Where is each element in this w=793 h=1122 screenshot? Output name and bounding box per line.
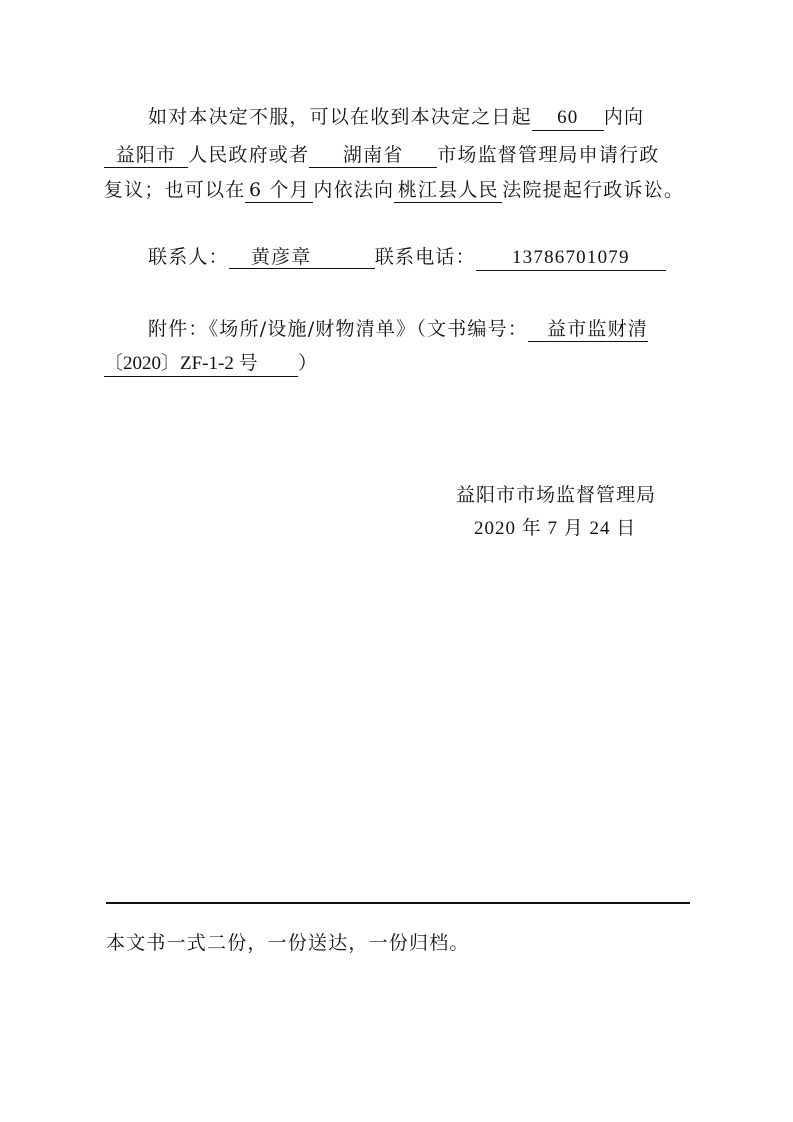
- footer-note: 本文书一式二份，一份送达，一份归档。: [106, 932, 470, 954]
- contact-person-label: 联系人：: [148, 246, 229, 268]
- signature-org: 益阳市市场监督管理局: [456, 484, 657, 506]
- appeal-gov-city-field: 益阳市: [104, 143, 188, 168]
- attachment-doc-no-field-2: 〔2020〕ZF-1-2 号: [104, 352, 298, 377]
- appeal-text: 如对本决定不服，可以在收到本决定之日起: [148, 106, 532, 128]
- appeal-text: 复议；也可以在: [104, 179, 246, 201]
- appeal-text: 市场监督管理局申请行政: [437, 144, 660, 166]
- appeal-line-1: [148, 104, 644, 130]
- attachment-text: 附件：《场所/设施/财物清单》（文书编号：: [148, 318, 529, 340]
- appeal-line-3: [104, 177, 684, 203]
- appeal-text: 人民政府或者: [188, 144, 310, 166]
- attachment-text: ）: [298, 352, 318, 374]
- appeal-line-2: [104, 142, 659, 168]
- appeal-days-field: 60: [532, 106, 604, 131]
- appeal-text: 内依法向: [313, 179, 395, 201]
- signature-date: 2020 年 7 月 24 日: [474, 518, 637, 539]
- appeal-text: 法院提起行政诉讼。: [502, 179, 685, 201]
- appeal-court-field: 桃江县人民: [394, 178, 502, 203]
- contact-person-field: 黄彦章: [229, 245, 375, 269]
- attachment-line-2: [104, 350, 317, 376]
- contact-phone-field: 13786701079: [476, 246, 666, 271]
- appeal-months-field: 6 个月: [245, 178, 313, 203]
- attachment-line-1: [148, 316, 648, 342]
- footer-divider: [106, 902, 690, 904]
- appeal-province-field: 湖南省: [309, 143, 437, 168]
- appeal-text: 内向: [603, 106, 645, 128]
- contact-line: [148, 244, 666, 270]
- attachment-doc-no-field-1: 益市监财清: [528, 317, 648, 342]
- contact-phone-label: 联系电话：: [374, 246, 476, 268]
